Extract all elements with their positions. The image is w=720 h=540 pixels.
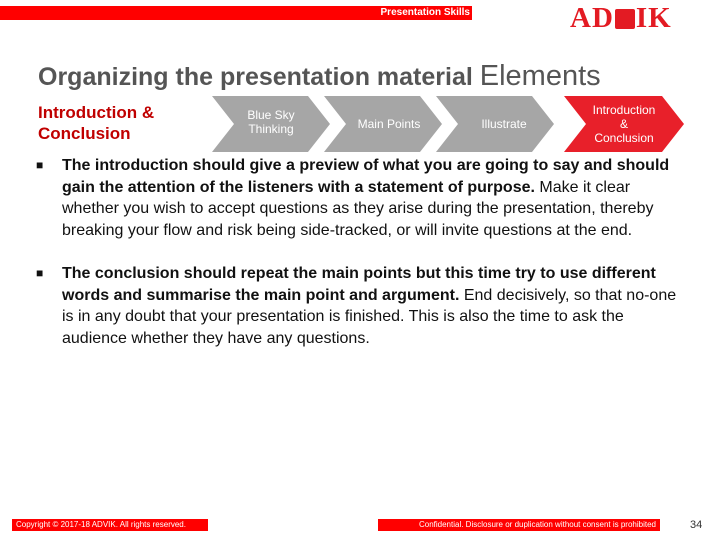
side-label-line1: Introduction & — [38, 103, 155, 122]
bullet-item-conclusion — [36, 263, 686, 349]
bullet-square-icon: ■ — [36, 158, 44, 172]
slide-title-suffix: Elements — [479, 60, 601, 92]
chevron-step-2-line1: Main Points — [357, 117, 421, 131]
footer-confidential: Confidential. Disclosure or duplication without consent is prohibited — [418, 520, 656, 529]
chevron-step-3 — [458, 96, 550, 152]
bullet-1-bold-text: The introduction should give a preview of what you are going to say and should gain the attention of the listeners with a statement of purpose. — [62, 157, 670, 196]
company-logo: AD IK — [570, 2, 672, 34]
side-label-line2: Conclusion — [38, 124, 131, 143]
slide-title-main: Organizing the presentation material — [38, 63, 473, 91]
bullet-1-normal-text: Make it clear whether you wish to accept questions as they arise during the presentation, thereby breaking your flow and risk being side-tracked, or will invite questions at the end. — [62, 178, 654, 239]
chevron-step-2 — [346, 96, 432, 152]
bullet-2-normal-text: End decisively, so that no-one is in any doubt that your presentation is finished. This is also the time to ask the audience whether they have any questions. — [62, 286, 677, 347]
chevron-step-3-line1: Illustrate — [481, 117, 527, 131]
header-bar — [0, 6, 472, 20]
footer-copyright-bar — [12, 519, 208, 531]
chevron-step-4-line1: Introduction — [592, 103, 656, 117]
bullet-2-bold-text: The conclusion should repeat the main points but this time try to use different words and summarise the main point and argument. — [62, 265, 656, 304]
chevron-step-4-line2: & — [619, 117, 628, 131]
page-number: 34 — [690, 519, 703, 531]
bullet-item-introduction — [36, 155, 686, 241]
side-label — [38, 102, 198, 144]
chevron-step-1-line2: Thinking — [248, 122, 294, 136]
logo-square-icon — [615, 9, 635, 29]
slide-title — [38, 60, 698, 93]
footer-confidential-bar — [378, 519, 660, 531]
process-chevrons — [212, 96, 692, 152]
footer-copyright: Copyright © 2017-18 ADVIK. All rights reserved. — [16, 520, 186, 529]
chevron-step-4 — [584, 96, 664, 152]
chevron-step-1-line1: Blue Sky — [247, 108, 295, 122]
chevron-step-1 — [234, 96, 308, 152]
chevron-step-4-line3: Conclusion — [594, 131, 654, 145]
bullet-list — [36, 155, 686, 349]
section-label: Presentation Skills — [380, 7, 470, 18]
bullet-square-icon: ■ — [36, 266, 44, 280]
